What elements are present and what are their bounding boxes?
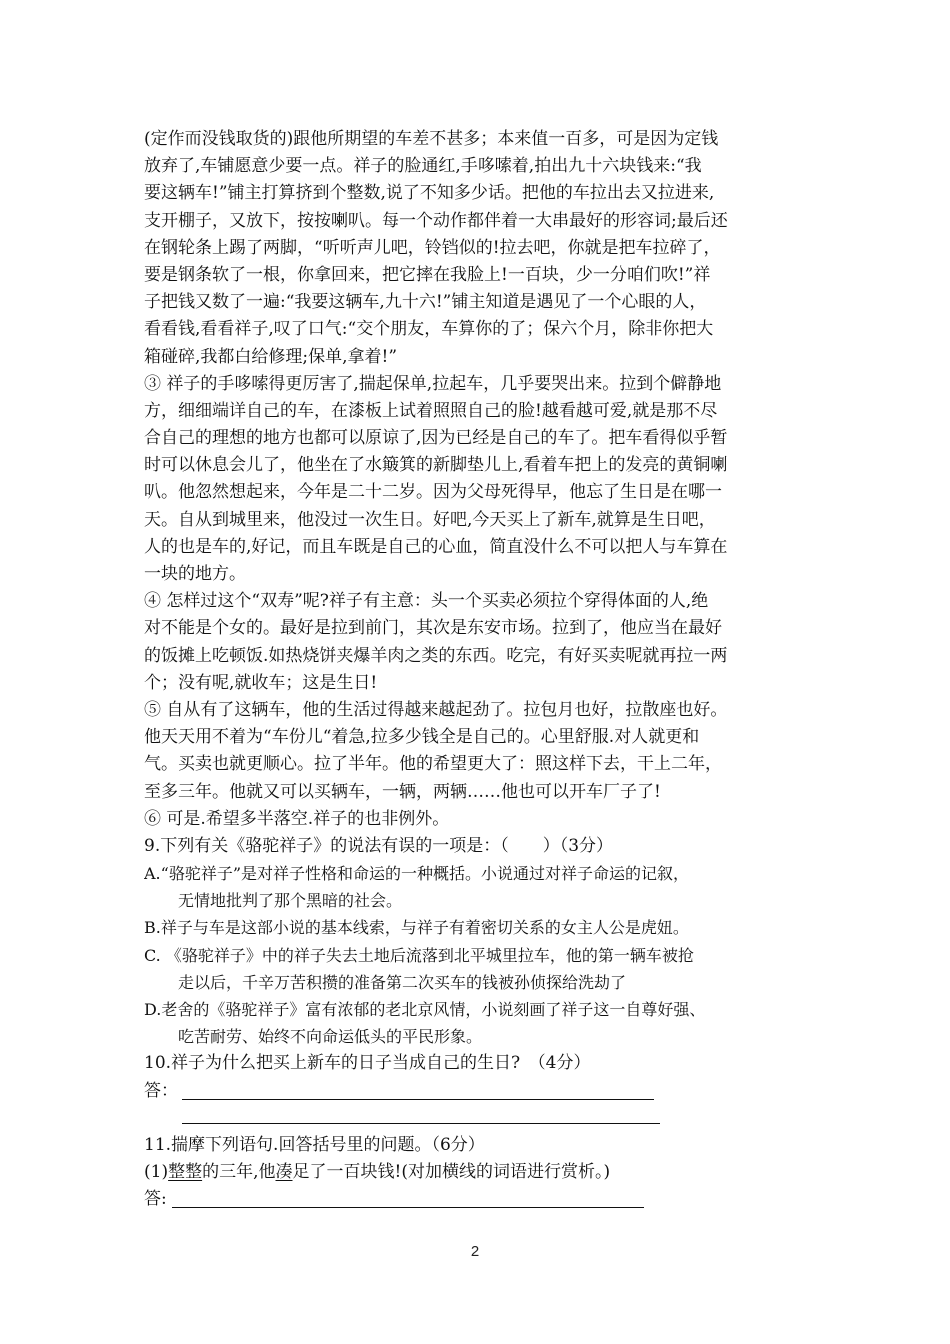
passage-line: 对不能是个女的。最好是拉到前门，其次是东安市场。拉到了，他应当在最好 (144, 618, 722, 639)
underlined-word: 凑 (275, 1162, 293, 1183)
passage-line: 子把钱又数了一遍:“我要这辆车,九十六!”铺主知道是遇见了一个心眼的人， (144, 292, 707, 313)
passage-line: 的饭摊上吃顿饭.如热烧饼夹爆羊肉之类的东西。吃完，有好买卖呢就再拉一两 (144, 645, 728, 666)
answer-line[interactable] (172, 1207, 498, 1208)
question-11-sub-1 (144, 1159, 816, 1186)
passage-line: 时可以休息会儿了，他坐在了水簸箕的新脚垫儿上,看着车把上的发亮的黄铜喇 (144, 455, 728, 476)
answer-line[interactable] (182, 1099, 508, 1100)
question-9-option-a-cont: 无情地批判了那个黑暗的社会。 (178, 891, 403, 911)
passage-line: 方，细细端详自己的车，在漆板上试着照照自己的脸!越看越可爱,就是那不尽 (144, 400, 718, 421)
passage-line: 他天天用不着为“车份儿“着急,拉多少钱全是自己的。心里舒服.对人就更和 (144, 727, 700, 748)
passage-line: 箱碰碎,我都白给修理;保单,拿着!” (144, 346, 398, 367)
document-body (144, 126, 816, 1214)
passage-line: 放弃了,车铺愿意少要一点。祥子的脸通红,手哆嗦着,拍出九十六块钱来:“我 (144, 156, 702, 177)
question-10-answer-line-2 (144, 1105, 816, 1132)
question-9-stem: 9.下列有关《骆驼祥子》的说法有误的一项是：（ ）（3分） (144, 835, 614, 856)
answer-line[interactable] (508, 1123, 660, 1124)
answer-label: 答： (144, 1080, 178, 1101)
passage-line: ⑥ 可是.希望多半落空.祥子的也非例外。 (144, 808, 450, 829)
passage-line: ③ 祥子的手哆嗦得更厉害了,揣起保单,拉起车，几乎要哭出来。拉到个僻静地 (144, 373, 722, 394)
passage-line: ⑤ 自从有了这辆车，他的生活过得越来越起劲了。拉包月也好，拉散座也好。 (144, 699, 728, 720)
passage-line: ④ 怎样过这个“双寿”呢?祥子有主意：头一个买卖必须拉个穿得体面的人,绝 (144, 591, 709, 612)
question-11-stem: 11.揣摩下列语句.回答括号里的问题。（6分） (144, 1134, 485, 1155)
passage-line: 要这辆车!”铺主打算挤到个整数,说了不知多少话。把他的车拉出去又拉进来, (144, 183, 715, 204)
question-9-option-c: C. 《骆驼祥子》中的祥子失去土地后流落到北平城里拉车，他的第一辆车被抢 (144, 945, 694, 965)
passage-line: 人的也是车的,好记，而且车既是自己的心血，简直没什么不可以把人与车算在 (144, 536, 728, 557)
passage-line: 合自己的理想的地方也都可以原谅了,因为已经是自己的车了。把车看得似乎暂 (144, 428, 728, 449)
question-9-option-c-cont: 走以后，千辛万苦积攒的准备第二次买车的钱被孙侦探给洗劫了 (178, 972, 627, 992)
passage-line: 个；没有呢,就收车；这是生日! (144, 672, 378, 693)
underlined-word: 整整 (168, 1162, 203, 1183)
question-9-option-b: B.祥子与车是这部小说的基本线索，与祥子有着密切关系的女主人公是虎妞。 (144, 918, 689, 938)
passage-line: 一块的地方。 (144, 564, 246, 584)
question-11-answer (144, 1186, 816, 1213)
sub-question-text: 足了一百块钱!(对加横线的词语进行赏析。) (292, 1162, 611, 1183)
question-10-stem: 10.祥子为什么把买上新车的日子当成自己的生日? （4分） (144, 1053, 591, 1074)
passage-line: 至多三年。他就又可以买辆车，一辆，两辆……他也可以开车厂子了! (144, 781, 661, 802)
answer-label: 答: (144, 1189, 167, 1210)
passage-line: 在钢轮条上踢了两脚，“听听声儿吧，铃铛似的!拉去吧，你就是把车拉碎了， (144, 237, 721, 258)
passage-line: 叭。他忽然想起来，今年是二十二岁。因为父母死得早，他忘了生日是在哪一 (144, 482, 722, 503)
answer-line[interactable] (182, 1123, 508, 1124)
question-9 (144, 833, 816, 1051)
question-9-option-d-cont: 吃苦耐劳、始终不向命运低头的平民形象。 (178, 1027, 483, 1047)
passage-line: 要是钢条软了一根，你拿回来，把它摔在我脸上!一百块，少一分咱们吹!”祥 (144, 264, 711, 285)
answer-line[interactable] (508, 1099, 654, 1100)
passage-line: 天。自从到城里来，他没过一次生日。好吧,今天买上了新车,就算是生日吧， (144, 509, 716, 530)
question-10-answer (144, 1078, 816, 1105)
answer-line[interactable] (498, 1207, 644, 1208)
sub-question-text: 的三年,他 (202, 1162, 276, 1183)
question-10 (144, 1050, 816, 1132)
question-9-option-a: A.“骆驼祥子”是对祥子性格和命运的一种概括。小说通过对祥子命运的记叙， (144, 864, 690, 884)
reading-passage (144, 126, 816, 833)
question-9-option-d: D.老舍的《骆驼祥子》富有浓郁的老北京风情，小说刻画了祥子这一自尊好强、 (144, 1000, 706, 1019)
passage-line: (定作而没钱取货的)跟他所期望的车差不甚多；本来值一百多，可是因为定钱 (144, 129, 719, 149)
passage-line: 看看钱,看看祥子,叹了口气:“交个朋友，车算你的了；保六个月，除非你把大 (144, 319, 714, 340)
question-11 (144, 1132, 816, 1214)
passage-line: 气。买卖也就更顺心。拉了半年。他的希望更大了：照这样下去，干上二年， (144, 754, 722, 775)
page-number: 2 (470, 1243, 480, 1260)
sub-question-number: (1) (144, 1162, 169, 1183)
passage-line: 支开棚子，又放下，按按喇叭。每一个动作都伴着一大串最好的形容词;最后还 (144, 210, 728, 231)
